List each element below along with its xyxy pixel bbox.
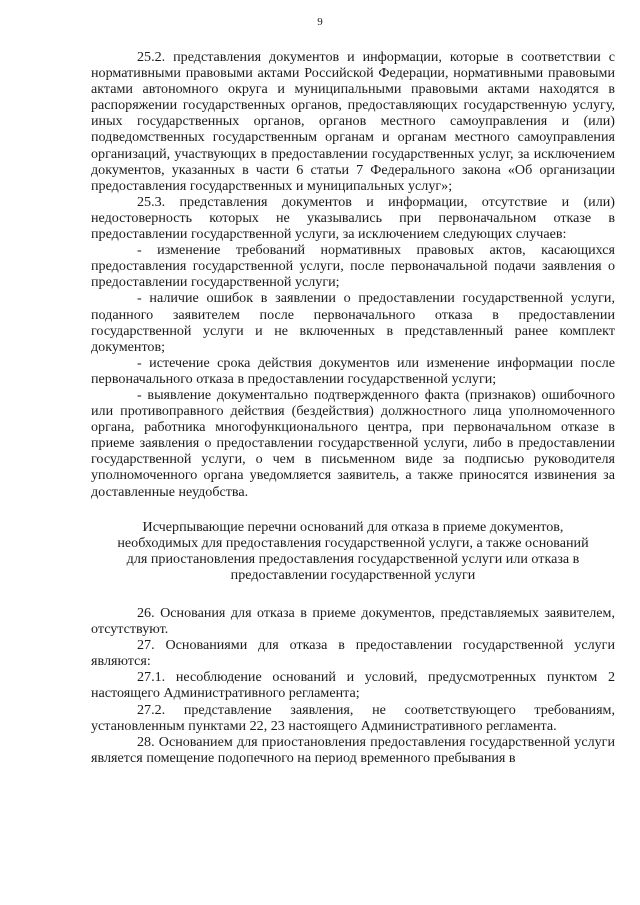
paragraph-27-2: 27.2. представление заявления, не соответствующего требованиям, установленным пунктами 22, 23 настоящего Административного регламента. [91,701,615,734]
section-heading-line: Исчерпывающие перечни оснований для отказа в приеме документов, [142,518,564,535]
section-heading-line: для приостановления предоставления государственной услуги или отказа в [126,550,580,567]
list-item-official-error: - выявление документально подтвержденного факта (признаков) ошибочного или противоправного действия (бездействия) должностного лица уполномоченного органа, работника многофункционального центра, при первоначальном отказе в приеме заявления о предоставлении государственной услуги, либо в предоставлении государственной услуги, о чем в письменном виде за подписью руководителя уполномоченного органа уведомляется заявитель, а также приносятся извинения за доставленные неудобства. [91,386,615,500]
page-number: 9 [317,16,323,28]
document-body [91,49,615,766]
paragraph-28: 28. Основанием для приостановления предоставления государственной услуги является помещение подопечного на период временного пребывания в [91,733,615,766]
paragraph-27: 27. Основаниями для отказа в предоставлении государственной услуги являются: [91,637,615,670]
paragraph-25-3: 25.3. представления документов и информации, отсутствие и (или) недостоверность которых не указывались при первоначальном отказе в предоставлении государственной услуги, за исключением следующих случаев: [91,193,615,243]
paragraph-27-1: 27.1. несоблюдение оснований и условий, предусмотренных пунктом 2 настоящего Административного регламента; [91,669,615,702]
section-heading [91,519,615,583]
paragraph-26: 26. Основания для отказа в приеме документов, представляемых заявителем, отсутствуют. [91,605,615,638]
list-item-application-errors: - наличие ошибок в заявлении о предоставлении государственной услуги, поданного заявителем после первоначального отказа в предоставлении государственной услуги и не включенных в представленный ранее комплект документов; [91,290,615,355]
paragraph-25-2: 25.2. представления документов и информации, которые в соответствии с нормативными правовыми актами Российской Федерации, нормативными правовыми актами автономного округа и муниципальными правовыми актами находятся в распоряжении государственных органов, предоставляющих государственную услугу, иных государственных органов, органов местного самоуправления и (или) подведомственных государственным органам и органам местного самоуправления организаций, участвующих в предоставлении государственных услуг, за исключением документов, указанных в части 6 статьи 7 Федерального закона «Об организации предоставления государственных и муниципальных услуг»; [91,49,615,194]
list-item-requirements-change: - изменение требований нормативных правовых актов, касающихся предоставления государственной услуги, после первоначальной подачи заявления о предоставлении государственной услуги; [91,242,615,291]
section-heading-line: предоставлении государственной услуги [230,566,476,583]
list-item-documents-expiry: - истечение срока действия документов или изменение информации после первоначального отказа в предоставлении государственной услуги; [91,354,615,387]
section-heading-line: необходимых для предоставления государственной услуги, а также оснований [117,534,589,551]
